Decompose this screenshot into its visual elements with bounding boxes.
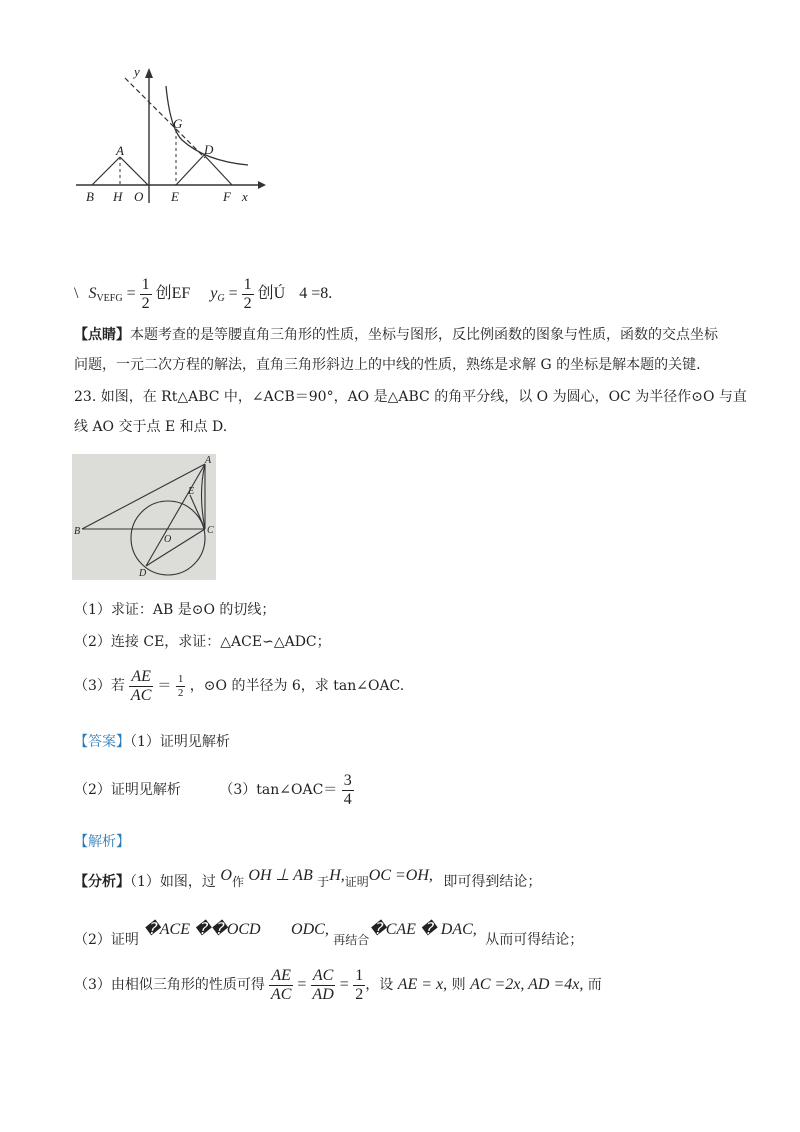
photo-label-B: B: [74, 526, 81, 537]
part-2: （2）连接 CE，求证：△ACE∽△ADC；: [74, 634, 331, 650]
part-1: （1）求证：AB 是⊙O 的切线；: [74, 602, 276, 618]
label-B: B: [86, 189, 94, 204]
area-formula-line: \ $S_{VEFG}$ = $\frac{1}{2}$ 创EF $y_G$ = $\frac{1}{2}$ 创Ú 4 =8.: [74, 276, 333, 312]
fraction-3-4: $\frac{3}{4}$: [343, 771, 352, 808]
dianjing-label: 【点睛】: [74, 327, 130, 343]
label-O: O: [134, 189, 144, 204]
jiexi-label: 【解析】: [74, 834, 130, 850]
graph-figure: [70, 58, 270, 208]
x-axis-arrow: [258, 181, 266, 189]
photo-label-D: D: [139, 568, 147, 579]
fenxi-line-2: （2）证明 �ACE ��OCD ODC, 再结合�CAE � DAC, 从而可得结论；: [74, 921, 584, 948]
fenxi-line-1: 【分析】（1）如图，过 O作 OH ⊥ AB 于H,证明OC =OH, 即可得到结论；: [74, 867, 542, 890]
circle-figure-photo: [72, 454, 216, 580]
dashed-line: [125, 78, 205, 158]
label-A: A: [116, 143, 124, 158]
answer-label: 【答案】: [74, 734, 130, 750]
fraction-ac-ad: $\frac{AC}{AD}$: [312, 966, 334, 1003]
photo-label-O: O: [164, 534, 172, 545]
label-H: H: [113, 189, 123, 204]
question-23: 23. 如图，在 Rt△ABC 中，∠ACB＝90°，AO 是△ABC 的角平分线，以 O 为圆心，OC 为半径作⊙O 与直 线 AO 交于点 E 和点 D.: [74, 389, 747, 435]
label-F: F: [223, 189, 231, 204]
fraction-1-2: $\frac{1}{2}$: [355, 966, 364, 1003]
label-x: x: [242, 189, 248, 204]
photo-label-C: C: [207, 525, 214, 536]
answer-line-1: 【答案】（1）证明见解析: [74, 734, 230, 750]
label-E: E: [171, 189, 179, 204]
label-y: y: [134, 64, 140, 79]
fenxi-line-3: （3）由相似三角形的性质可得 $\frac{AE}{AC}$ = $\frac{AC}{AD}$ = $\frac{1}{2}$ ，设 AE = x, 则 AC =2x, AD =4x, 而: [74, 966, 602, 1003]
answer-line-2: （2）证明见解析 （3）tan∠OAC＝ $\frac{3}{4}$: [74, 771, 352, 808]
y-axis-arrow: [145, 68, 153, 78]
dianjing-paragraph: 【点睛】本题考查的是等腰直角三角形的性质，坐标与图形，反比例函数的图象与性质，函数的交点坐标 问题，一元二次方程的解法，直角三角形斜边上的中线的性质，熟练是求解 G 的坐标是解本题的关键.: [74, 327, 718, 373]
fraction-half: $\frac{1}{2}$: [141, 276, 150, 312]
photo-label-E: E: [188, 486, 195, 497]
label-D: D: [204, 142, 214, 157]
fenxi-label: 【分析】: [74, 874, 130, 890]
part-3: （3）若 $\frac{AE}{AC}$ ＝ $\frac{1}{2}$ ，⊙O 的半径为 6，求 tan∠OAC.: [74, 667, 405, 704]
fraction-half: $\frac{1}{2}$: [243, 276, 252, 312]
fraction-ae-ac: $\frac{AE}{AC}$: [130, 667, 152, 704]
fraction-half-small: $\frac{1}{2}$: [177, 672, 184, 699]
photo-label-A: A: [205, 455, 212, 466]
label-G: G: [173, 116, 183, 131]
fraction-ae-ac: $\frac{AE}{AC}$: [270, 966, 292, 1003]
